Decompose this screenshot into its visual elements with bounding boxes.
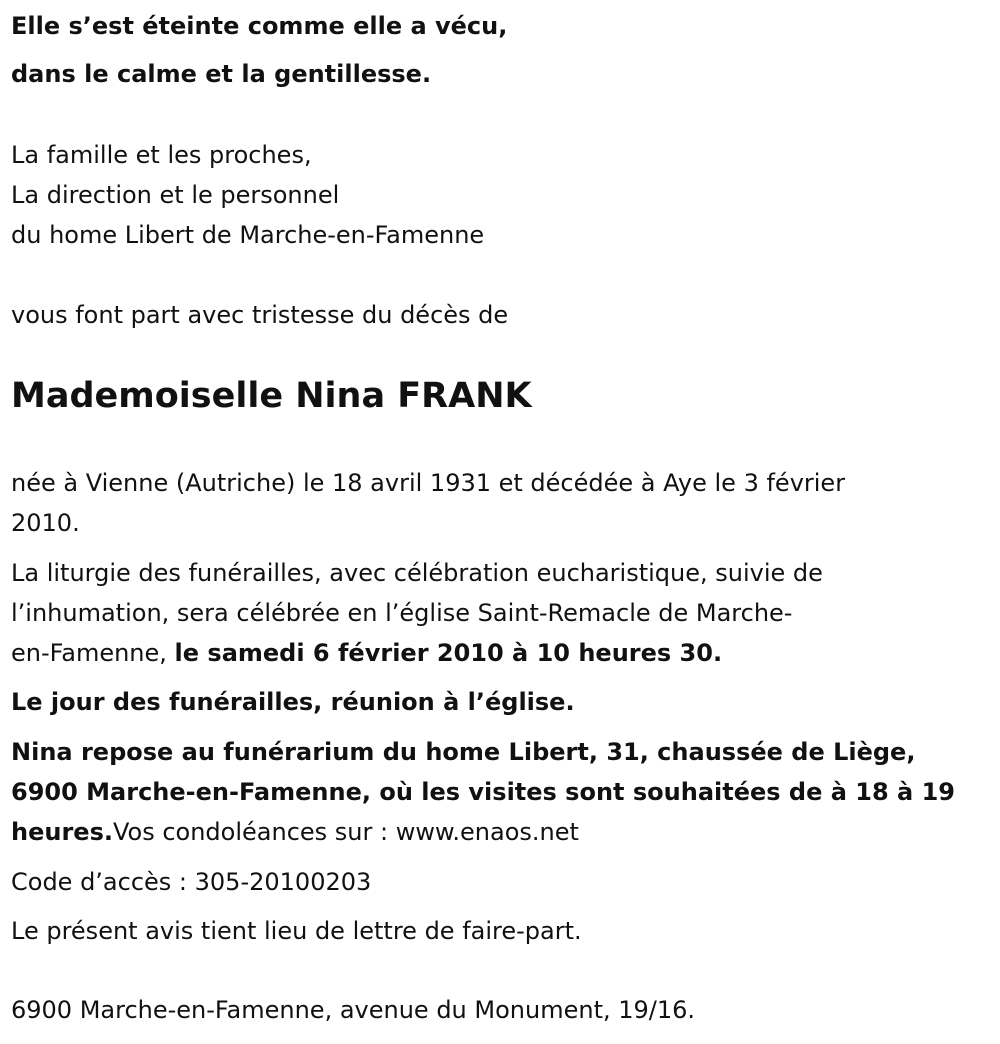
liturgy-line-2: l’inhumation, sera célébrée en l’église Saint-Remacle de Marche- — [11, 599, 793, 627]
birth-death-line-1: née à Vienne (Autriche) le 18 avril 1931 et décédée à Aye le 3 février — [11, 469, 846, 497]
senders-line-1: La famille et les proches, — [11, 141, 312, 169]
senders-line-2: La direction et le personnel — [11, 181, 340, 209]
address-text: 6900 Marche-en-Famenne, avenue du Monument, 19/16. — [11, 996, 696, 1024]
senders-line-3: du home Libert de Marche-en-Famenne — [11, 221, 485, 249]
visits-line-3 — [11, 812, 579, 852]
epigraph-line-1: Elle s’est éteinte comme elle a vécu, — [11, 12, 508, 40]
birth-death-line-2: 2010. — [11, 509, 80, 537]
liturgy-line-3 — [11, 633, 722, 673]
visits-hours-word: heures. — [11, 818, 113, 846]
notice-letter-text: Le présent avis tient lieu de lettre de faire-part. — [11, 917, 582, 945]
visits-line-2: 6900 Marche-en-Famenne, où les visites sont souhaitées de à 18 à 19 — [11, 778, 955, 806]
funeral-date-time: le samedi 6 février 2010 à 10 heures 30. — [174, 639, 723, 667]
access-code: Code d’accès : 305-20100203 — [11, 868, 372, 896]
epigraph-line-2: dans le calme et la gentillesse. — [11, 60, 432, 88]
visits-line-1: Nina repose au funérarium du home Libert, 31, chaussée de Liège, — [11, 738, 916, 766]
meeting-text: Le jour des funérailles, réunion à l’église. — [11, 688, 575, 716]
condolences-text: Vos condoléances sur : www.enaos.net — [112, 818, 579, 846]
liturgy-line-1: La liturgie des funérailles, avec célébration eucharistique, suivie de — [11, 559, 823, 587]
liturgy-line-3-regular: en-Famenne, — [11, 639, 175, 667]
intro-text: vous font part avec tristesse du décès de — [11, 301, 509, 329]
deceased-name: Mademoiselle Nina FRANK — [11, 376, 532, 416]
